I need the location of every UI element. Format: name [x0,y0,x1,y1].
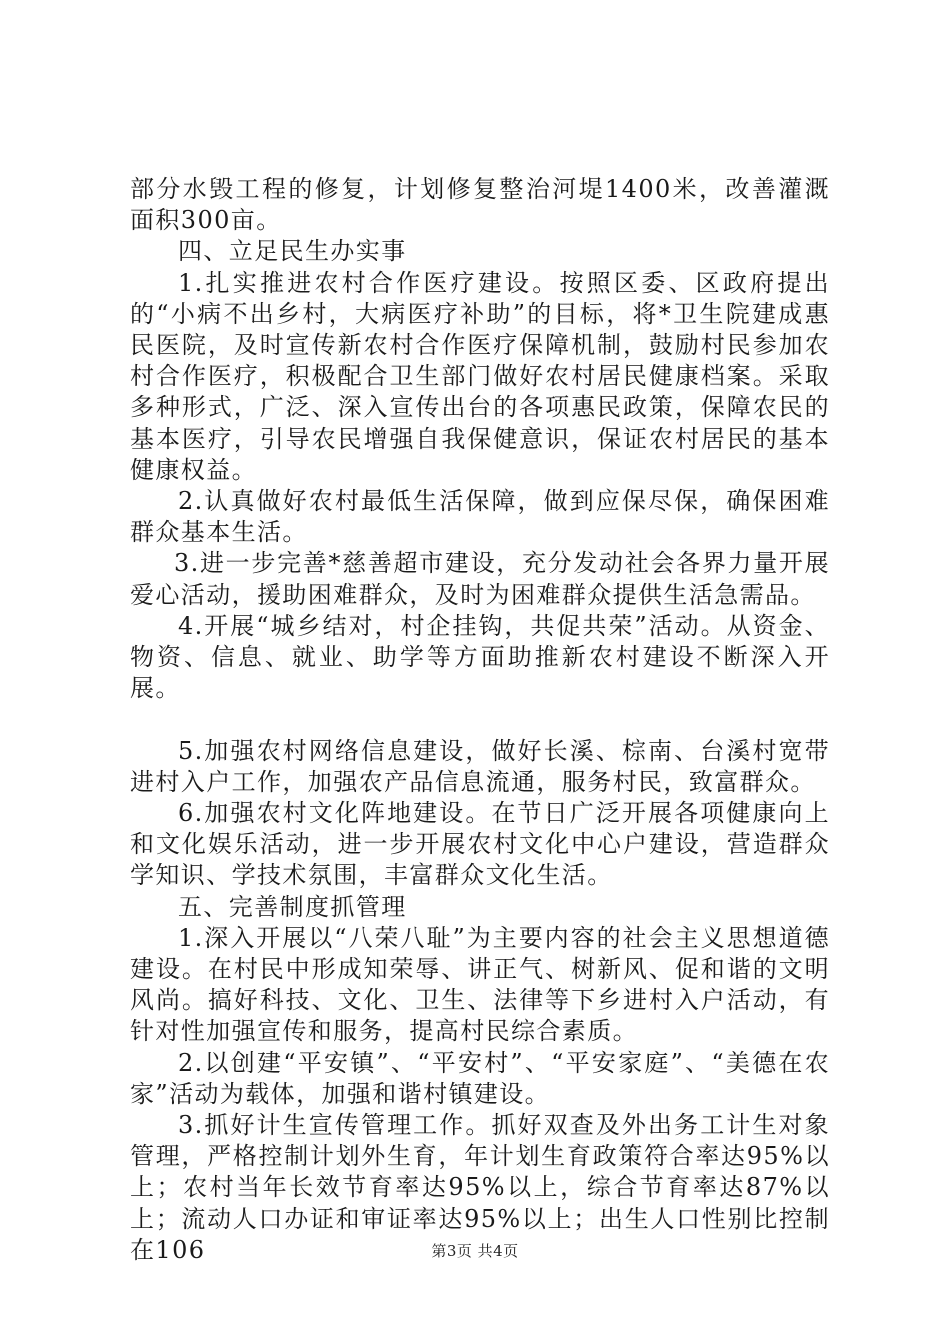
page-footer: 第3页 共4页 [431,1242,519,1260]
paragraph-culture-base: 6.加强农村文化阵地建设。在节日广泛开展各项健康向上和文化娱乐活动，进一步开展农村文化中心户建设，营造群众学知识、学技术氛围，丰富群众文化生活。 [130,799,830,890]
paragraph-network-info: 5.加强农村网络信息建设，做好长溪、棕南、台溪村宽带进村入户工作，加强农产品信息流通，服务村民，致富群众。 [130,736,830,796]
section-heading-livelihood: 四、立足民生办实事 [178,237,407,266]
paragraph-charity-supermarket: 3.进一步完善*慈善超市建设，充分发动社会各界力量开展爱心活动，援助困难群众，及时为困难群众提供生活急需品。 [130,549,830,609]
paragraph-minimum-living: 2.认真做好农村最低生活保障，做到应保尽保，确保困难群众基本生活。 [130,487,830,547]
paragraph-urban-rural-pairing: 4.开展“城乡结对，村企挂钩，共促共荣”活动。从资金、物资、信息、就业、助学等方面助推新农村建设不断深入开展。 [130,611,830,703]
document-body [130,174,830,1266]
section-heading-management: 五、完善制度抓管理 [178,892,407,921]
paragraph-rural-medical: 1.扎实推进农村合作医疗建设。按照区委、区政府提出的“小病不出乡村，大病医疗补助”的目标，将*卫生院建成惠民医院，及时宣传新农村合作医疗保障机制，鼓励村民参加农村合作医疗，积极配合卫生部门做好农村居民健康档案。采取多种形式，广泛、深入宣传出台的各项惠民政策，保障农民的基本医疗，引导农民增强自我保健意识，保证农村居民的基本健康权益。 [130,268,830,484]
paragraph-water-repair: 部分水毁工程的修复，计划修复整治河堤1400米，改善灌溉面积300亩。 [130,175,830,235]
paragraph-family-planning: 3.抓好计生宣传管理工作。抓好双查及外出务工计生对象管理，严格控制计划外生育，年计划生育政策符合率达95%以上；农村当年长效节育率达95%以上，综合节育率达87%以上；流动人口办证和审证率达95%以上；出生人口性别比控制在106 [130,1111,830,1264]
paragraph-safe-town: 2.以创建“平安镇”、“平安村”、“平安家庭”、“美德在农家”活动为载体，加强和谐村镇建设。 [130,1048,830,1108]
paragraph-moral-building: 1.深入开展以“八荣八耻”为主要内容的社会主义思想道德建设。在村民中形成知荣辱、讲正气、树新风、促和谐的文明风尚。搞好科技、文化、卫生、法律等下乡进村入户活动，有针对性加强宣传和服务，提高村民综合素质。 [130,923,830,1046]
